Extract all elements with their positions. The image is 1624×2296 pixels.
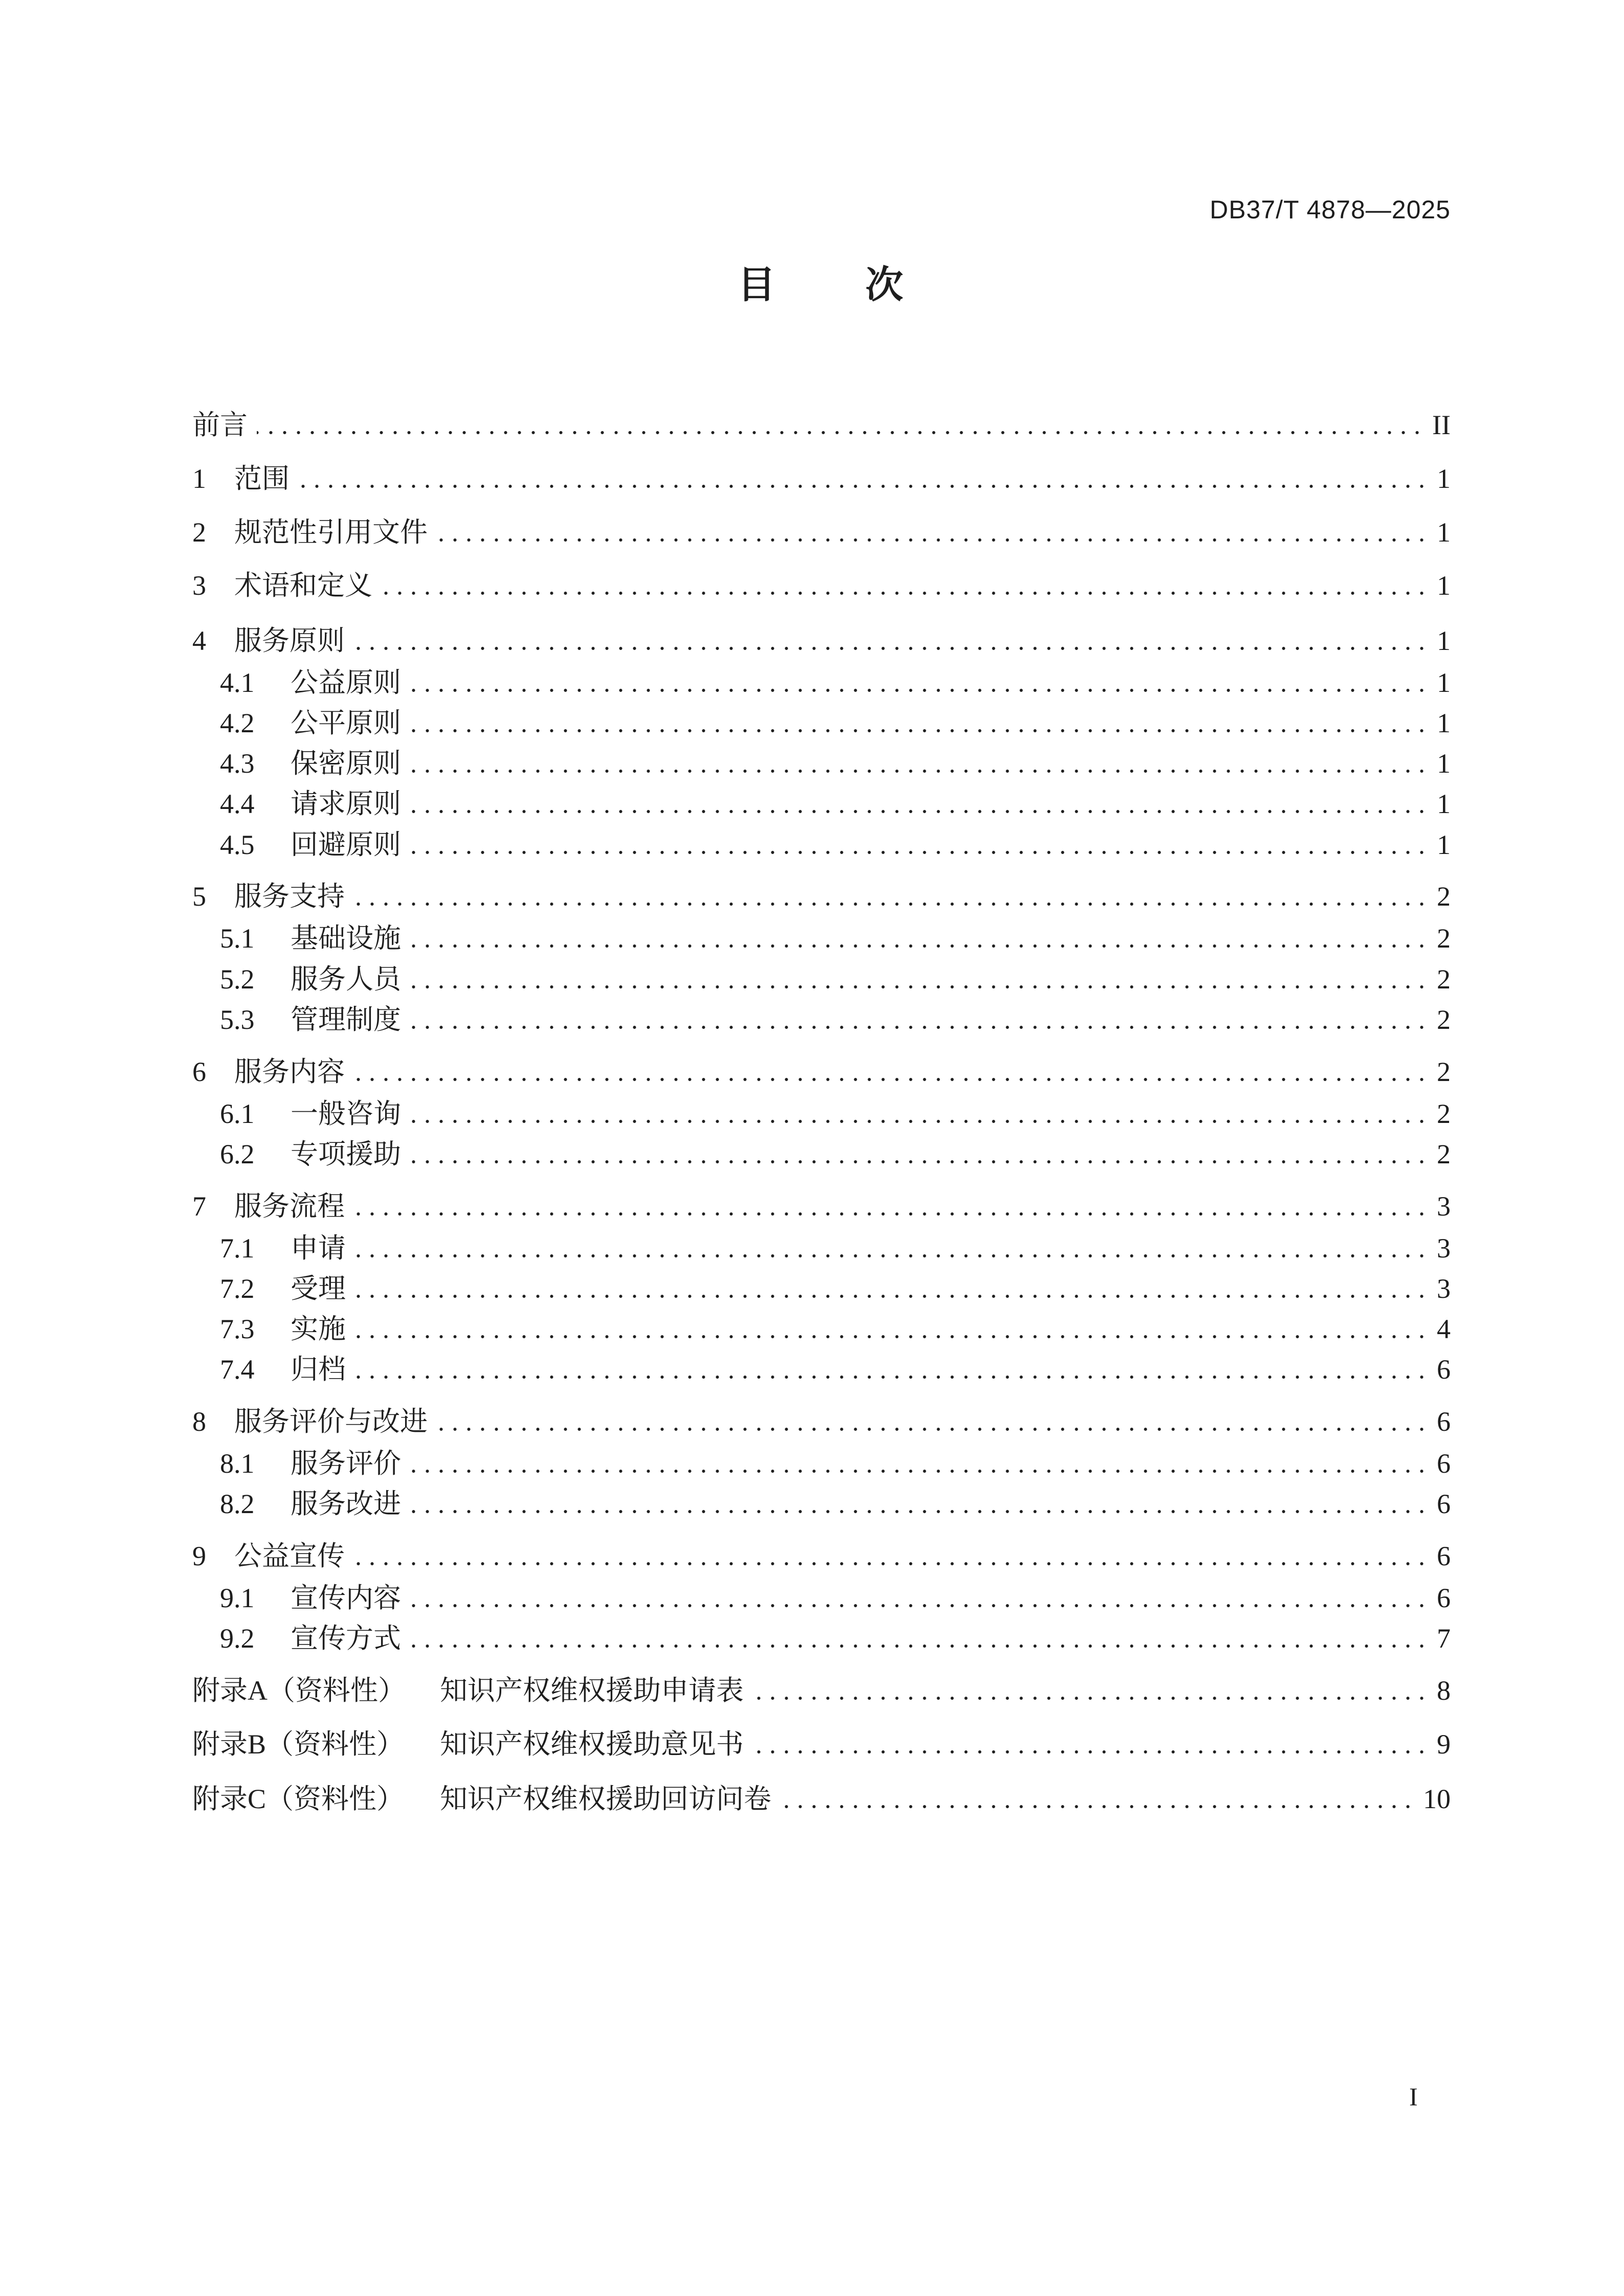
- toc-entry-title: 知识产权维权援助申请表: [440, 1674, 744, 1706]
- dot-leader: [354, 1540, 1429, 1572]
- toc-entry: [192, 1540, 1451, 1572]
- toc-entry-number: 4.4: [220, 789, 255, 819]
- toc-entry-page: 1: [1437, 463, 1451, 494]
- toc-entry: [220, 829, 1451, 861]
- toc-entry-title: 知识产权维权援助回访问卷: [440, 1783, 771, 1815]
- dot-leader: [410, 1623, 1429, 1654]
- toc-entry-title: 专项援助: [291, 1138, 401, 1170]
- toc-entry-number: 8.2: [220, 1489, 255, 1519]
- toc-entry-title: 保密原则: [291, 747, 401, 779]
- toc-entry-page: 1: [1437, 570, 1451, 601]
- dot-leader: [410, 829, 1429, 861]
- toc-entry: [220, 922, 1451, 954]
- dot-leader: [355, 1354, 1429, 1385]
- toc-entry-number: 4.3: [220, 748, 255, 779]
- dot-leader: [753, 1675, 1429, 1706]
- dot-leader: [410, 1582, 1429, 1614]
- dot-leader: [382, 570, 1429, 601]
- toc-entry-title: 公益原则: [291, 666, 401, 699]
- toc-entry: [220, 1448, 1451, 1479]
- toc-entry: [220, 963, 1451, 995]
- toc-entry: [220, 748, 1451, 779]
- toc-entry-number: 8.1: [220, 1448, 255, 1479]
- toc-entry-title: 规范性引用文件: [234, 516, 428, 548]
- toc-entry-title: 回避原则: [291, 828, 401, 861]
- toc-entry-number: 5.3: [220, 1004, 255, 1035]
- toc-entry-page: 2: [1437, 1056, 1451, 1087]
- toc-entry-number: 9.1: [220, 1583, 255, 1613]
- toc-entry-title: 基础设施: [291, 922, 401, 954]
- toc-entry-number: 5: [192, 881, 206, 912]
- toc-entry-number: 4.2: [220, 708, 255, 738]
- toc-entry: [220, 1313, 1451, 1345]
- toc-entry-number: 3: [192, 570, 206, 601]
- toc-entry-title: 归档: [291, 1353, 346, 1385]
- toc-entry-title: 一般咨询: [291, 1097, 401, 1130]
- toc-entry-number: 6.2: [220, 1139, 255, 1169]
- toc-entry-title: 知识产权维权援助意见书: [440, 1728, 744, 1760]
- dot-leader: [410, 748, 1429, 779]
- toc-entry-number: 1: [192, 463, 206, 494]
- dot-leader: [410, 1488, 1429, 1520]
- toc-entry: [220, 1273, 1451, 1304]
- toc-entry: [220, 667, 1451, 699]
- toc-entry-number: 5.1: [220, 923, 255, 954]
- toc-entry-number: 7.1: [220, 1233, 255, 1264]
- toc-entry-title: 申请: [291, 1232, 346, 1264]
- toc-entry-title: 范围: [234, 462, 290, 494]
- toc-entry-title: 服务评价与改进: [234, 1405, 428, 1437]
- toc-entry-title: 宣传内容: [291, 1582, 401, 1614]
- toc-entry: [220, 1582, 1451, 1614]
- toc-entry-number: 6.1: [220, 1098, 255, 1129]
- toc-entry-number: 4.1: [220, 667, 255, 698]
- toc-entry-page: 6: [1437, 1489, 1451, 1519]
- dot-leader: [781, 1783, 1415, 1815]
- dot-leader: [437, 1406, 1429, 1437]
- toc-entry-number: 2: [192, 517, 206, 548]
- toc-entry-page: 8: [1437, 1675, 1451, 1706]
- toc-entry: [192, 1406, 1451, 1437]
- toc-entry: [192, 625, 1451, 657]
- toc-entry-title: 服务改进: [291, 1488, 401, 1520]
- toc-entry-page: 2: [1437, 1004, 1451, 1035]
- toc-entry-title: 服务支持: [234, 880, 345, 912]
- dot-leader: [410, 963, 1429, 995]
- toc-entry: [192, 1056, 1451, 1088]
- toc-entry-appendix: [192, 1728, 1451, 1760]
- dot-leader: [355, 1232, 1429, 1264]
- toc-entry: [220, 1623, 1451, 1654]
- dot-leader: [354, 1056, 1429, 1088]
- toc-entry-page: 1: [1437, 748, 1451, 779]
- toc-entry-appendix: [192, 1783, 1451, 1815]
- toc-entry-page: 4: [1437, 1314, 1451, 1344]
- dot-leader: [410, 667, 1429, 699]
- toc-entry-page: 1: [1437, 708, 1451, 738]
- dot-leader: [410, 1448, 1429, 1479]
- toc-entry: [220, 1488, 1451, 1520]
- toc-entry: [220, 1138, 1451, 1170]
- toc-entry-appendix: [192, 1675, 1451, 1706]
- toc-entry-page: 2: [1437, 1139, 1451, 1169]
- dot-leader: [410, 922, 1429, 954]
- toc-entry-title: 受理: [291, 1272, 346, 1304]
- toc-entry-page: 6: [1437, 1448, 1451, 1479]
- toc-entry-number: 7: [192, 1191, 206, 1222]
- toc-entry: [220, 1004, 1451, 1036]
- toc-entry-number: 7.4: [220, 1354, 255, 1385]
- toc-entry-page: 2: [1437, 1098, 1451, 1129]
- dot-leader: [410, 707, 1429, 739]
- toc-entry-title: 服务流程: [234, 1190, 345, 1222]
- dot-leader: [354, 1190, 1429, 1222]
- toc-entry-page: 3: [1437, 1273, 1451, 1304]
- dot-leader: [410, 1004, 1429, 1036]
- dot-leader: [753, 1728, 1429, 1760]
- toc-entry-title: 公平原则: [291, 707, 401, 739]
- toc-entry: [220, 1354, 1451, 1385]
- toc-entry: [192, 1190, 1451, 1222]
- toc-entry: [220, 788, 1451, 820]
- toc-entry-title: 请求原则: [291, 787, 401, 820]
- toc-entry-page: 6: [1437, 1406, 1451, 1437]
- toc-entry-title: 公益宣传: [234, 1540, 345, 1572]
- toc-entry-page: 7: [1437, 1623, 1451, 1654]
- toc-entry-number: 7.3: [220, 1314, 255, 1344]
- dot-leader: [299, 463, 1429, 494]
- toc-entry-page: II: [1432, 410, 1451, 440]
- toc-entry: [192, 516, 1451, 548]
- toc-appendix-label: 附录B（资料性）: [192, 1729, 405, 1760]
- toc-entry: [220, 707, 1451, 739]
- toc-entry-page: 1: [1437, 667, 1451, 698]
- toc-entry-title: 服务评价: [291, 1447, 401, 1479]
- toc-appendix-label: 附录C（资料性）: [192, 1784, 405, 1814]
- toc-entry-title: 服务内容: [234, 1055, 345, 1088]
- toc-entry-title: 前言: [192, 409, 248, 441]
- toc-entry-number: 8: [192, 1406, 206, 1437]
- toc-title: 目 次: [738, 263, 903, 307]
- toc-entry-number: 4: [192, 625, 206, 656]
- dot-leader: [354, 625, 1429, 657]
- toc-entry-page: 1: [1437, 829, 1451, 860]
- dot-leader: [410, 788, 1429, 820]
- toc-entry-page: 1: [1437, 625, 1451, 656]
- dot-leader: [355, 1273, 1429, 1304]
- toc-entry-page: 6: [1437, 1354, 1451, 1385]
- toc-entry-number: 4.5: [220, 829, 255, 860]
- toc-entry-title: 宣传方式: [291, 1622, 401, 1654]
- toc-entry: [192, 881, 1451, 912]
- page-number: I: [1409, 2082, 1418, 2111]
- toc-entry-number: 9.2: [220, 1623, 255, 1654]
- dot-leader: [410, 1098, 1429, 1130]
- toc-entry: [192, 570, 1451, 601]
- toc-entry-page: 2: [1437, 923, 1451, 954]
- dot-leader: [257, 409, 1424, 441]
- toc-entry-page: 2: [1437, 964, 1451, 995]
- document-number: DB37/T 4878—2025: [1210, 195, 1451, 224]
- dot-leader: [410, 1138, 1429, 1170]
- dot-leader: [354, 881, 1429, 912]
- toc-appendix-label: 附录A（资料性）: [192, 1675, 406, 1706]
- toc-entry-number: 9: [192, 1541, 206, 1571]
- dot-leader: [437, 516, 1429, 548]
- toc-entry-page: 2: [1437, 881, 1451, 912]
- toc-entry-number: 6: [192, 1056, 206, 1087]
- toc-entry-page: 3: [1437, 1233, 1451, 1264]
- toc-entry-number: 5.2: [220, 964, 255, 995]
- toc-entry: [220, 1098, 1451, 1130]
- dot-leader: [355, 1313, 1429, 1345]
- toc-entry-page: 3: [1437, 1191, 1451, 1222]
- toc-entry-title: 实施: [291, 1313, 346, 1345]
- toc-entry-page: 10: [1423, 1784, 1451, 1814]
- toc-entry-page: 1: [1437, 517, 1451, 548]
- toc-entry-title: 术语和定义: [234, 569, 372, 601]
- toc-entry-page: 1: [1437, 789, 1451, 819]
- toc-entry-page: 9: [1437, 1729, 1451, 1760]
- toc-entry: [220, 1232, 1451, 1264]
- toc-entry-title: 管理制度: [291, 1003, 401, 1036]
- toc-entry-page: 6: [1437, 1583, 1451, 1613]
- toc-entry-title: 服务原则: [234, 624, 345, 657]
- toc-entry-title: 服务人员: [291, 963, 401, 995]
- toc-entry-page: 6: [1437, 1541, 1451, 1571]
- toc-entry: [192, 409, 1451, 441]
- toc-entry-number: 7.2: [220, 1273, 255, 1304]
- toc-entry: [192, 463, 1451, 494]
